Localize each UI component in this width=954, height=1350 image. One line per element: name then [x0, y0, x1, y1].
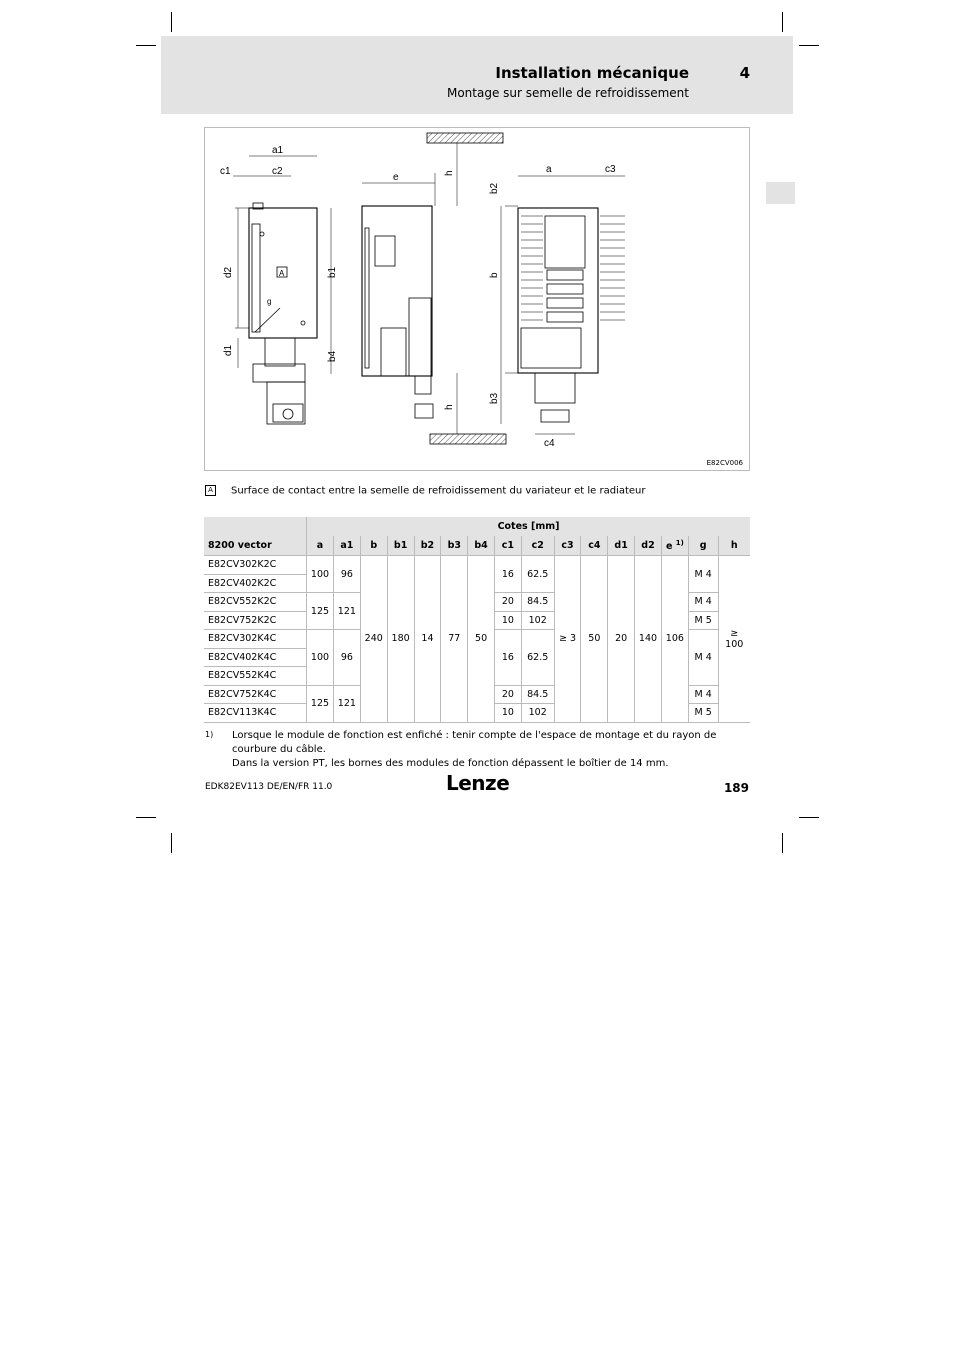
header-col — [661, 536, 688, 556]
label-A: A — [279, 269, 285, 278]
cell-c2: 102 — [521, 611, 554, 630]
model-cell: E82CV402K2C — [204, 574, 307, 593]
lenze-logo: Lenze — [446, 771, 510, 795]
header-col: b — [360, 536, 387, 556]
cell-a: 100 — [307, 630, 334, 686]
cell-e: 106 — [661, 556, 688, 723]
footnote-line: Dans la version PT, les bornes des modules de fonction dépassent le boîtier de 14 mm. — [232, 758, 669, 769]
cell-a1: 96 — [333, 630, 360, 686]
legend-marker: A — [205, 485, 216, 496]
cell-g: M 4 — [688, 685, 718, 704]
header-col: d1 — [608, 536, 635, 556]
cell-g: M 5 — [688, 704, 718, 723]
table-header-row — [204, 536, 750, 556]
chapter-number: 4 — [739, 64, 750, 82]
cell-a1: 121 — [333, 593, 360, 630]
table-header-row — [204, 517, 750, 536]
cell-g: M 4 — [688, 556, 718, 593]
cell-c1: 20 — [495, 593, 522, 612]
header-group: Cotes [mm] — [307, 517, 750, 536]
header-col: c2 — [521, 536, 554, 556]
page-header — [161, 36, 793, 114]
cell-c1: 16 — [495, 556, 522, 593]
header-empty — [204, 517, 307, 536]
footnote-ref: 1) — [675, 538, 684, 547]
page-number: 189 — [723, 781, 749, 795]
model-cell: E82CV302K4C — [204, 630, 307, 649]
cell-g: M 5 — [688, 611, 718, 630]
cell-b4: 50 — [468, 556, 495, 723]
cell-c2: 84.5 — [521, 685, 554, 704]
model-cell: E82CV113K4C — [204, 704, 307, 723]
chapter-thumb-tab — [766, 182, 795, 204]
header-col: b1 — [387, 536, 414, 556]
cell-c2: 62.5 — [521, 630, 554, 686]
side-view — [362, 133, 506, 444]
cell-h — [718, 556, 750, 723]
label-b: b — [489, 272, 500, 278]
label-e: e — [393, 172, 399, 183]
footnote-marker: 1) — [205, 730, 214, 739]
model-cell: E82CV302K2C — [204, 556, 307, 575]
header-col: g — [688, 536, 718, 556]
header-col: c3 — [554, 536, 581, 556]
cell-c2: 62.5 — [521, 556, 554, 593]
label-a: a — [546, 164, 552, 175]
header-col: b2 — [414, 536, 441, 556]
cell-c2: 84.5 — [521, 593, 554, 612]
label-h-bottom: h — [444, 404, 455, 410]
cell-a: 100 — [307, 556, 334, 593]
cell-b2: 14 — [414, 556, 441, 723]
crop-mark — [799, 817, 819, 818]
section-title: Installation mécanique — [495, 64, 689, 82]
header-col-e: e — [665, 541, 673, 553]
model-cell: E82CV402K4C — [204, 648, 307, 667]
cell-c2: 102 — [521, 704, 554, 723]
crop-mark — [136, 817, 156, 818]
cell-a1: 121 — [333, 685, 360, 722]
legend-text: Surface de contact entre la semelle de refroidissement du variateur et le radiateur — [231, 485, 646, 497]
model-cell: E82CV752K4C — [204, 685, 307, 704]
cell-d1: 20 — [608, 556, 635, 723]
header-col: b3 — [441, 536, 468, 556]
header-col: h — [718, 536, 750, 556]
h-value: 100 — [725, 638, 744, 650]
document-code: EDK82EV113 DE/EN/FR 11.0 — [205, 782, 333, 792]
crop-mark — [799, 45, 819, 46]
cell-b3: 77 — [441, 556, 468, 723]
cell-g: M 4 — [688, 630, 718, 686]
cell-d2: 140 — [635, 556, 662, 723]
cell-b: 240 — [360, 556, 387, 723]
model-cell: E82CV552K2C — [204, 593, 307, 612]
cell-c1: 10 — [495, 704, 522, 723]
cell-a: 125 — [307, 685, 334, 722]
figure-legend — [205, 485, 645, 497]
crop-mark — [782, 12, 783, 32]
back-view — [501, 176, 625, 434]
crop-mark — [171, 833, 172, 853]
cell-c4: 50 — [581, 556, 608, 723]
label-c3: c3 — [605, 164, 616, 175]
cell-g: M 4 — [688, 593, 718, 612]
label-b3: b3 — [489, 392, 500, 404]
label-b2: b2 — [489, 182, 500, 194]
figure-code: E82CV006 — [706, 459, 743, 467]
label-c2: c2 — [272, 166, 283, 177]
crop-mark — [171, 12, 172, 32]
model-cell: E82CV552K4C — [204, 667, 307, 686]
label-a1: a1 — [272, 145, 284, 156]
table-row — [204, 556, 750, 575]
header-col: a1 — [333, 536, 360, 556]
label-d2: d2 — [223, 266, 234, 278]
label-c1: c1 — [220, 166, 231, 177]
label-b1: b1 — [327, 266, 338, 278]
front-view — [233, 156, 331, 424]
header-col: c1 — [495, 536, 522, 556]
header-col: d2 — [635, 536, 662, 556]
cell-a: 125 — [307, 593, 334, 630]
cell-c1: 16 — [495, 630, 522, 686]
section-subtitle: Montage sur semelle de refroidissement — [446, 86, 689, 100]
dimension-drawing — [204, 127, 750, 471]
cell-a1: 96 — [333, 556, 360, 593]
label-g: g — [267, 297, 272, 306]
dimensions-table — [204, 517, 750, 723]
cell-b1: 180 — [387, 556, 414, 723]
cell-c1: 10 — [495, 611, 522, 630]
header-col: b4 — [468, 536, 495, 556]
h-symbol: ≥ — [730, 627, 739, 639]
header-model: 8200 vector — [204, 536, 307, 556]
crop-mark — [782, 833, 783, 853]
cell-c1: 20 — [495, 685, 522, 704]
label-d1: d1 — [223, 344, 234, 356]
header-col: a — [307, 536, 334, 556]
cell-c3: ≥ 3 — [554, 556, 581, 723]
footnote-text — [232, 729, 752, 771]
model-cell: E82CV752K2C — [204, 611, 307, 630]
crop-mark — [136, 45, 156, 46]
label-c4: c4 — [544, 438, 555, 449]
footnote-line: Lorsque le module de fonction est enfiché : tenir compte de l'espace de montage et du rayon de courbure du câble. — [232, 730, 717, 755]
label-b4: b4 — [327, 350, 338, 362]
header-col: c4 — [581, 536, 608, 556]
label-h-top: h — [444, 170, 455, 176]
